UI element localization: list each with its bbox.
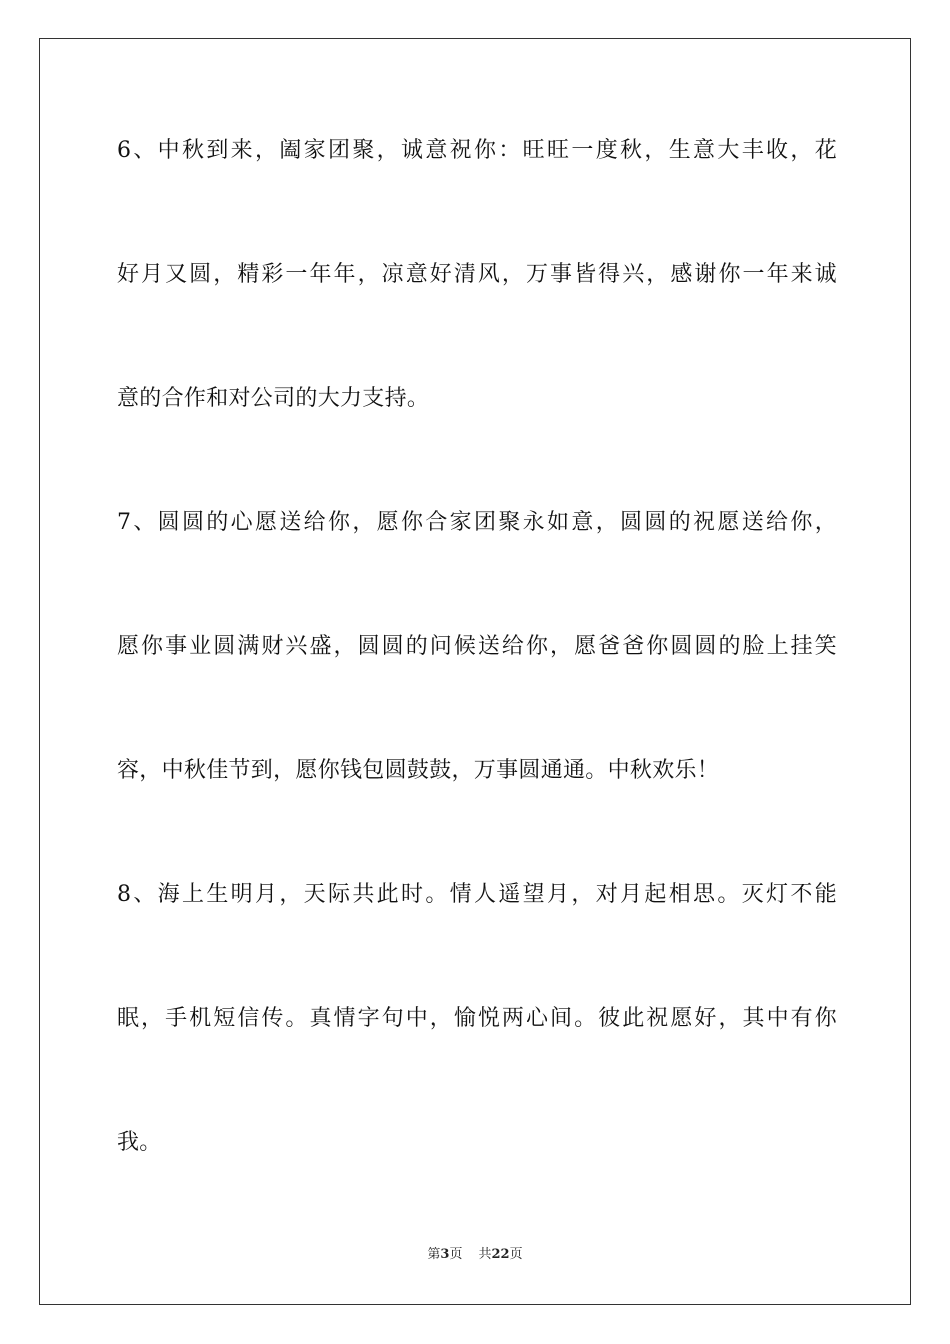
page-number — [427, 1247, 462, 1262]
paragraph-line: 8、海上生明月，天际共此时。情人遥望月，对月起相思。灭灯不能 — [117, 882, 837, 907]
page-footer — [0, 1246, 950, 1264]
paragraph-line: 眠，手机短信传。真情字句中，愉悦两心间。彼此祝愿好，其中有你 — [117, 1006, 837, 1031]
paragraph-line: 容，中秋佳节到，愿你钱包圆鼓鼓，万事圆通通。中秋欢乐！ — [117, 758, 720, 783]
paragraph-line: 好月又圆，精彩一年年，凉意好清风，万事皆得兴，感谢你一年来诚 — [117, 262, 837, 287]
total-suffix: 页 — [509, 1247, 523, 1262]
page-total — [478, 1247, 522, 1262]
page-border — [39, 38, 911, 1305]
paragraph-line: 意的合作和对公司的大力支持。 — [117, 386, 430, 411]
total-pages: 22 — [491, 1247, 510, 1262]
paragraph-line: 愿你事业圆满财兴盛，圆圆的问候送给你，愿爸爸你圆圆的脸上挂笑 — [117, 634, 837, 659]
paragraph-line: 6、中秋到来，阖家团聚，诚意祝你：旺旺一度秋，生意大丰收，花 — [117, 138, 837, 163]
paragraph-line: 7、圆圆的心愿送给你，愿你合家团聚永如意，圆圆的祝愿送给你， — [117, 510, 837, 535]
current-page: 3 — [440, 1247, 450, 1262]
paragraph-line: 我。 — [117, 1130, 162, 1155]
total-prefix: 共 — [478, 1247, 492, 1262]
page-suffix: 页 — [449, 1247, 463, 1262]
page-prefix: 第 — [427, 1247, 441, 1262]
